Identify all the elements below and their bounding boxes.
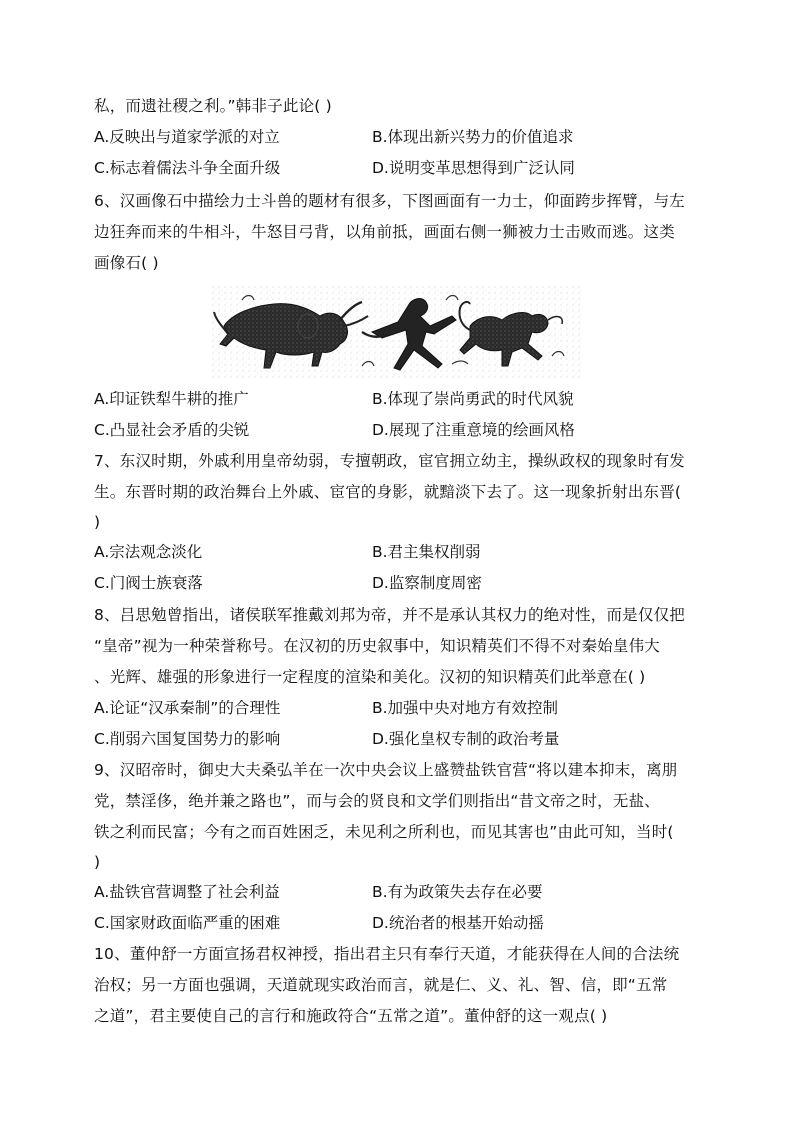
q5-option-d[interactable]: D.说明变革思想得到广泛认同 — [372, 159, 575, 177]
q6-stem-line-2: 边狂奔而来的牛相斗，牛怒目弓背，以角前抵，画面右侧一狮被力士击败而逃。这类 — [94, 223, 675, 241]
q5-option-a[interactable]: A.反映出与道家学派的对立 — [94, 128, 280, 146]
q6-stem-line-3: 画像石( ) — [94, 254, 159, 272]
q10-stem-line-3: 之道”，君主要使自己的言行和施政符合“五常之道”。董仲舒的这一观点( ) — [94, 1007, 608, 1025]
q7-stem-line-1: 7、东汉时期，外戚利用皇帝幼弱，专擅朝政，宦官拥立幼主，操纵政权的现象时有发 — [94, 452, 685, 470]
q7-option-a[interactable]: A.宗法观念淡化 — [94, 543, 203, 561]
q8-stem-line-1: 8、吕思勉曾指出，诸侯联军推戴刘邦为帝，并不是承认其权力的绝对性，而是仅仅把 — [94, 606, 685, 624]
q7-option-b[interactable]: B.君主集权削弱 — [372, 543, 481, 561]
q7-stem-line-3: ) — [94, 513, 101, 531]
q6-option-a[interactable]: A.印证铁犁牛耕的推广 — [94, 390, 249, 408]
q5-option-c[interactable]: C.标志着儒法斗争全面升级 — [94, 159, 281, 177]
q7-stem-line-2: 生。东晋时期的政治舞台上外戚、宦官的身影，就黯淡下去了。这一现象折射出东晋( — [94, 483, 682, 501]
q8-option-b[interactable]: B.加强中央对地方有效控制 — [372, 699, 559, 717]
q9-stem-line-4: ) — [94, 853, 101, 871]
q5-stem-tail: 私，而遗社稷之利。”韩非子此论( ) — [94, 97, 332, 115]
q6-option-b[interactable]: B.体现了崇尚勇武的时代风貌 — [372, 390, 574, 408]
q9-option-c[interactable]: C.国家财政面临严重的困难 — [94, 914, 281, 932]
q6-stem-line-1: 6、汉画像石中描绘力士斗兽的题材有很多，下图画面有一力士，仰面跨步挥臂，与左 — [94, 192, 685, 210]
q8-option-c[interactable]: C.削弱六国复国势力的影响 — [94, 730, 281, 748]
q6-option-d[interactable]: D.展现了注重意境的绘画风格 — [372, 421, 575, 439]
q8-option-d[interactable]: D.强化皇权专制的政治考量 — [372, 730, 560, 748]
q10-stem-line-2: 治权；另一方面也强调，天道就现实政治而言，就是仁、义、礼、智、信，即“五常 — [94, 976, 668, 994]
q5-option-b[interactable]: B.体现出新兴势力的价值追求 — [372, 128, 574, 146]
q9-option-b[interactable]: B.有为政策失去存在必要 — [372, 883, 543, 901]
q9-stem-line-2: 党，禁淫侈，绝并兼之路也”，而与会的贤良和文学们则指出“昔文帝之时，无盐、 — [94, 792, 660, 810]
q9-stem-line-3: 铁之利而民富；今有之而百姓困乏，未见利之所利也，而见其害也”由此可知，当时( — [94, 823, 674, 841]
q8-option-a[interactable]: A.论证“汉承秦制”的合理性 — [94, 699, 281, 717]
q9-option-a[interactable]: A.盐铁官营调整了社会利益 — [94, 883, 280, 901]
q8-stem-line-2: “皇帝”视为一种荣誉称号。在汉初的历史叙事中，知识精英们不得不对秦始皇伟大 — [94, 637, 660, 655]
q7-option-d[interactable]: D.监察制度周密 — [372, 574, 482, 592]
q8-stem-line-3: 、光辉、雄强的形象进行一定程度的渲染和美化。汉初的知识精英们此举意在( ) — [94, 668, 646, 686]
q9-option-d[interactable]: D.统治者的根基开始动摇 — [372, 914, 544, 932]
q10-stem-line-1: 10、董仲舒一方面宣扬君权神授，指出君主只有奉行天道，才能获得在人间的合法统 — [94, 945, 680, 963]
q9-stem-line-1: 9、汉昭帝时，御史大夫桑弘羊在一次中央会议上盛赞盐铁官营“将以建本抑末，离朋 — [94, 761, 678, 779]
q6-option-c[interactable]: C.凸显社会矛盾的尖锐 — [94, 421, 250, 439]
stone-relief-image — [212, 286, 582, 378]
q7-option-c[interactable]: C.门阀士族衰落 — [94, 574, 203, 592]
